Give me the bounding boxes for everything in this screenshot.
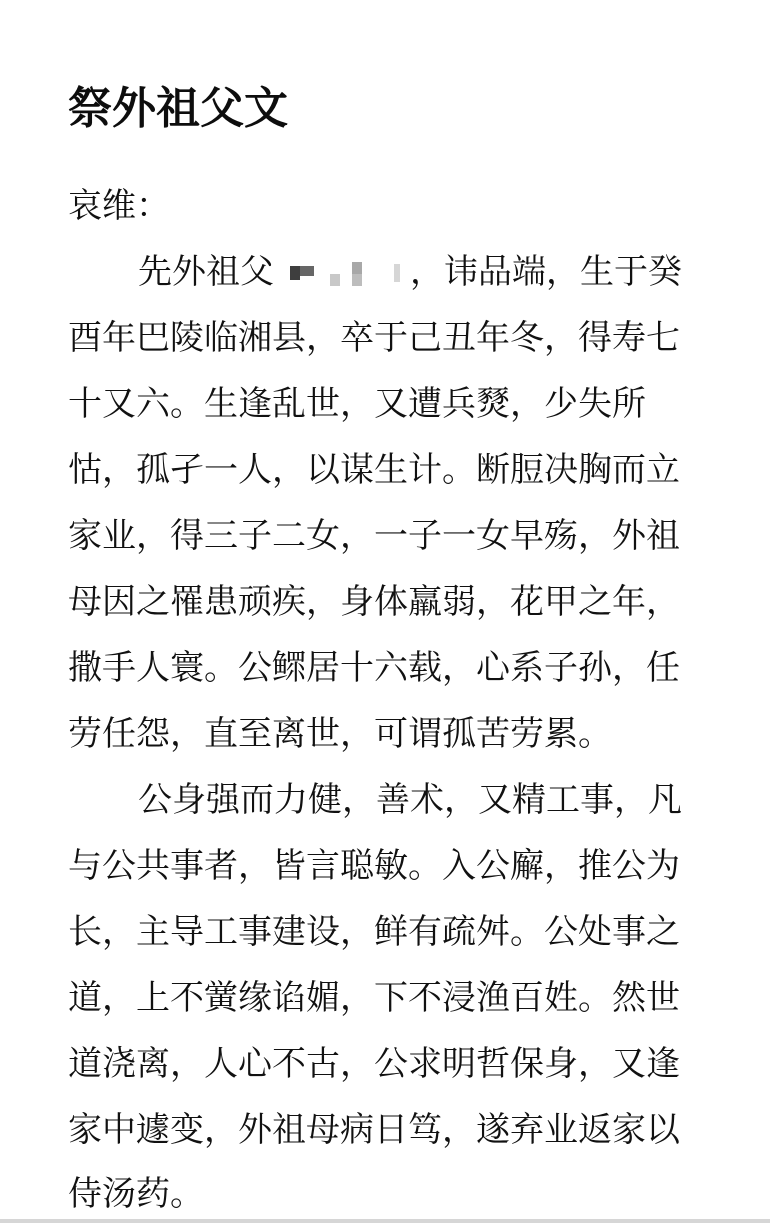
text-line-11: 长，主导工事建设，鲜有疏舛。公处事之 xyxy=(68,912,680,952)
text-line-14: 家中遽变，外祖母病日笃，遂弃业返家以 xyxy=(68,1110,680,1150)
text-line-5: 家业，得三子二女，一子一女早殇，外祖 xyxy=(68,516,680,556)
text-line-salutation: 哀维： xyxy=(68,186,170,226)
text-line-10: 与公共事者，皆言聪敏。入公廨，推公为 xyxy=(68,846,680,886)
text-line-9: 公身强而力健，善术，又精工事，凡 xyxy=(138,780,682,820)
text-line-8: 劳任怨，直至离世，可谓孤苦劳累。 xyxy=(68,714,612,754)
text-line-12: 道，上不黉缘谄媚，下不浸渔百姓。然世 xyxy=(68,978,680,1018)
text-fragment-start: 先外祖父 xyxy=(138,252,274,292)
text-line-7: 撒手人寰。公鳏居十六载，心系子孙，任 xyxy=(68,648,680,688)
text-line-1 xyxy=(138,250,682,294)
text-line-2: 酉年巴陵临湘县，卒于己丑年冬，得寿七 xyxy=(68,318,680,358)
text-line-4: 怙，孤孑一人，以谋生计。断脰决胸而立 xyxy=(68,450,680,490)
document-title: 祭外祖父文 xyxy=(68,83,288,134)
text-line-3: 十又六。生逢乱世，又遭兵燹，少失所 xyxy=(68,384,646,424)
text-fragment-end: ，讳品端，生于癸 xyxy=(410,252,682,292)
text-line-6: 母因之罹患顽疾，身体羸弱，花甲之年， xyxy=(68,582,680,622)
text-line-13: 道浇离，人心不古，公求明哲保身，又逢 xyxy=(68,1044,680,1084)
page-bottom-divider xyxy=(0,1219,770,1223)
text-line-15: 侍汤药。 xyxy=(68,1174,204,1214)
redacted-name-mosaic xyxy=(274,254,410,294)
